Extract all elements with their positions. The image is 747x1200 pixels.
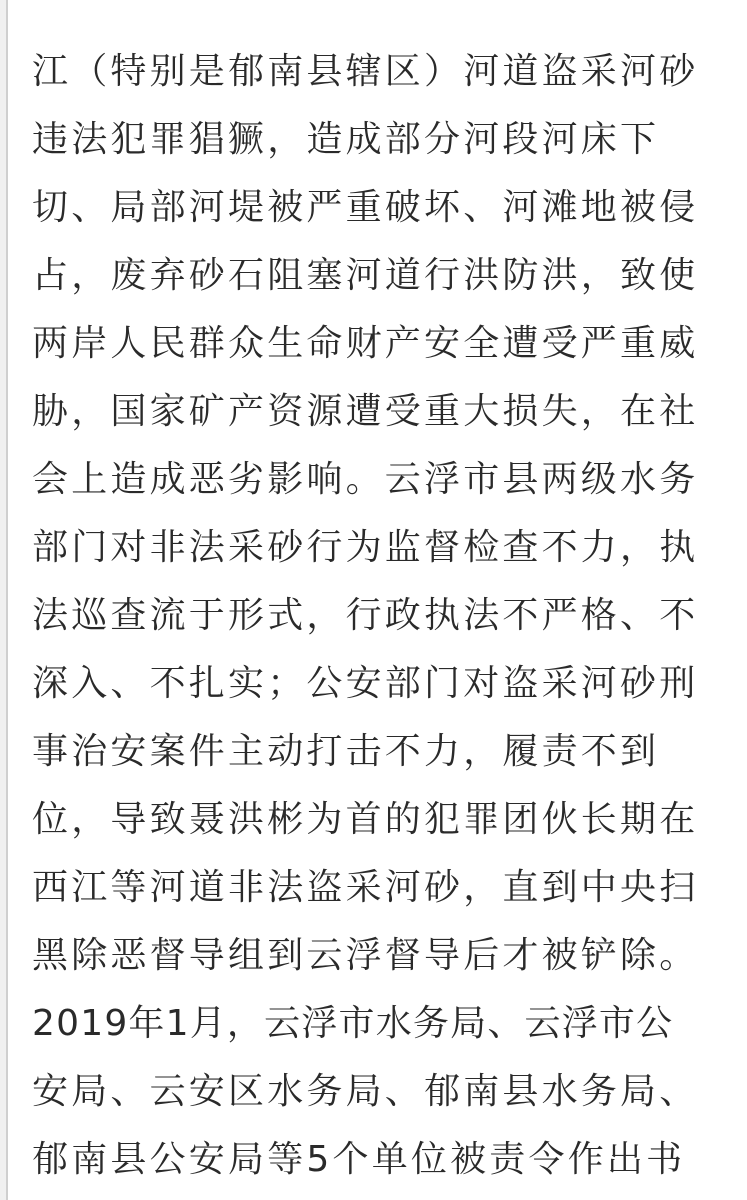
article-line: 事治安案件主动打击不力，履责不到 (32, 731, 660, 772)
article-line: 2019年1月，云浮市水务局、云浮市公 (32, 1003, 674, 1044)
article-line: 会上造成恶劣影响。云浮市县两级水务 (32, 459, 699, 500)
article-line: 两岸人民群众生命财产安全遭受严重威 (32, 323, 699, 364)
article-line: 江（特别是郁南县辖区）河道盗采河砂 (32, 51, 699, 92)
article-line: 郁南县公安局等5个单位被责令作出书 (32, 1139, 686, 1180)
article-line: 违法犯罪猖獗，造成部分河段河床下 (32, 119, 660, 160)
article-line: 法巡查流于形式，行政执法不严格、不 (32, 595, 699, 636)
article-line: 安局、云安区水务局、郁南县水务局、 (32, 1071, 699, 1112)
article-body (32, 38, 732, 1194)
article-line: 深入、不扎实；公安部门对盗采河砂刑 (32, 663, 699, 704)
article-line: 部门对非法采砂行为监督检查不力，执 (32, 527, 699, 568)
article-line: 切、局部河堤被严重破坏、河滩地被侵 (32, 187, 699, 228)
article-page (6, 0, 747, 1200)
article-line: 占，废弃砂石阻塞河道行洪防洪，致使 (32, 255, 699, 296)
article-line: 黑除恶督导组到云浮督导后才被铲除。 (32, 935, 699, 976)
article-line: 西江等河道非法盗采河砂，直到中央扫 (32, 867, 699, 908)
article-line: 位，导致聂洪彬为首的犯罪团伙长期在 (32, 799, 699, 840)
article-line: 胁，国家矿产资源遭受重大损失，在社 (32, 391, 699, 432)
